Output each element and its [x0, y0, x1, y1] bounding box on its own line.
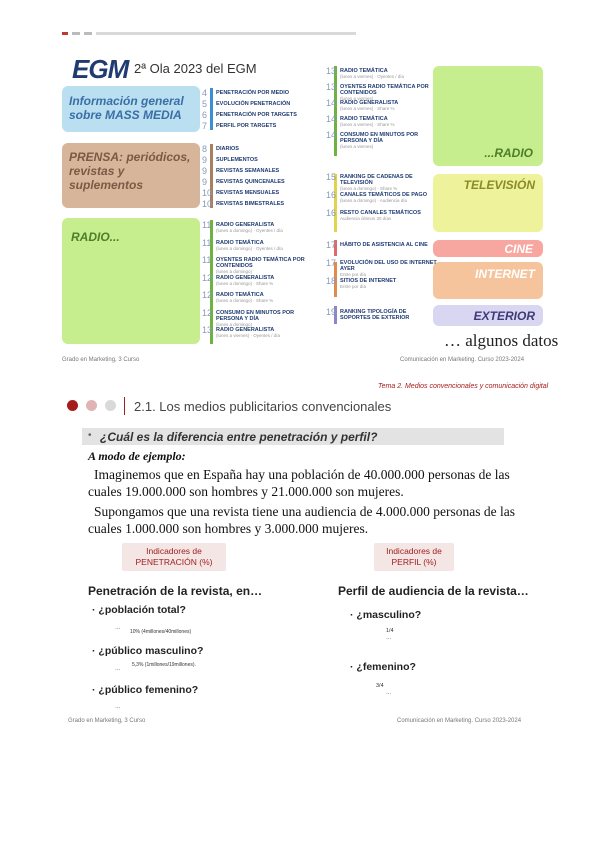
paragraph-1: Imaginemos que en España hay una población de 40.000.000 personas de las cuales 19.000.000 son hombres y 21.000.000 son mujeres.	[88, 467, 510, 499]
internet-item-label: SITIOS DE INTERNET	[340, 278, 397, 284]
television-item-label: RESTO CANALES TEMÁTICOS	[340, 210, 421, 216]
radio-left-label: RADIO...	[71, 230, 120, 244]
radio_right-item-sub: (lunes a viernes)	[340, 96, 374, 101]
cine-item-label: HÁBITO DE ASISTENCIA AL CINE	[340, 242, 428, 248]
mass-media-label: Información general sobre MASS MEDIA	[69, 94, 184, 122]
radio_left-item	[202, 237, 314, 252]
radio-left-box	[62, 218, 200, 344]
internet-item-sub: Entre por día	[340, 272, 367, 277]
egm-subtitle: 2ª Ola 2023 del EGM	[134, 61, 257, 76]
radio_right-item-label: RADIO TEMÁTICA	[340, 68, 388, 74]
mass_media-item-label: EVOLUCIÓN PENETRACIÓN	[216, 101, 291, 107]
radio_left-item-number: 12	[202, 307, 213, 318]
television-item-number: 16	[326, 208, 337, 218]
internet-item	[326, 276, 438, 290]
prensa-item	[202, 155, 314, 165]
television-item-sub: (lunes a domingo) · Share %	[340, 186, 398, 191]
radio_left-item-number: 11	[202, 237, 212, 248]
prensa-item-number: 10	[202, 199, 213, 209]
radio_left-item-label: RADIO GENERALISTA	[216, 274, 275, 281]
television-item	[326, 208, 438, 222]
radio_left-item-label: RADIO TEMÁTICA	[216, 239, 264, 246]
radio_left-item	[202, 325, 314, 339]
radio_left-item-number: 13	[202, 325, 213, 335]
radio_right-item	[326, 114, 438, 128]
television-item-label: CANALES TEMÁTICOS DE PAGO	[340, 192, 427, 198]
internet-item-number: 17	[326, 258, 337, 268]
answer-total: 10% (4millones/40millones)	[130, 629, 192, 635]
radio_left-item-sub: (lunes a domingo) · Share %	[216, 280, 274, 286]
internet-item	[326, 258, 438, 278]
cine-label: CINE	[504, 242, 533, 256]
prensa-item	[202, 177, 314, 187]
nav-dot-3	[105, 400, 116, 411]
television-item-number: 16	[326, 190, 337, 200]
internet-label: INTERNET	[475, 267, 535, 281]
radio_left-item-label: RADIO GENERALISTA	[216, 327, 275, 333]
mass_media-item-label: PERFIL POR TARGETS	[216, 123, 277, 129]
top-header-line	[62, 25, 362, 30]
q-femenino: · ¿femenino?	[350, 661, 416, 673]
radio_right-item-number: 13	[326, 82, 337, 92]
prensa-item	[202, 199, 314, 209]
radio_left-item	[202, 290, 314, 304]
radio_left-item-label: OYENTES RADIO TEMÁTICA POR CONTENIDOS	[216, 257, 305, 269]
prensa-item-number: 8	[202, 144, 208, 154]
television-item-sub: (lunes a domingo) · Audiencia día	[340, 198, 408, 203]
radio_left-item-sub: (lunes a domingo)	[216, 321, 253, 327]
radio_right-item-sub: (lunes a viernes) · Share %	[340, 122, 395, 127]
slide1-footer-right: Comunicación en Marketing. Curso 2023-2024	[400, 357, 525, 363]
prensa-item-label: REVISTAS MENSUALES	[216, 190, 280, 196]
radio_left-item-label: RADIO GENERALISTA	[216, 222, 275, 228]
radio_left-item	[202, 255, 314, 275]
radio_right-item-label: RADIO TEMÁTICA	[340, 116, 388, 122]
television-box	[433, 174, 543, 232]
mass_media-item-label: PENETRACIÓN POR MEDIO	[216, 90, 290, 96]
radio_right-item-label: CONSUMO EN MINUTOS POR PERSONA Y DÍA	[340, 132, 419, 144]
dots-2: …	[115, 666, 121, 672]
mass_media-item-number: 6	[202, 110, 208, 120]
q-publico-femenino: · ¿público femenino?	[92, 684, 199, 696]
prensa-label: PRENSA: periódicos, revistas y suplementos	[69, 150, 191, 192]
radio_left-item-sub: (lunes a domingo) · Oyentes / día	[216, 228, 283, 233]
mass_media-item	[202, 110, 314, 120]
radio-right-label: ...RADIO	[484, 146, 533, 160]
mass_media-item	[202, 99, 314, 109]
slide2-title: 2.1. Los medios publicitarios convencionales	[134, 399, 392, 414]
tv-bar	[334, 174, 337, 232]
nav-dot-1	[67, 400, 78, 411]
prensa-item-number: 9	[202, 177, 208, 187]
cine-item	[326, 240, 438, 250]
television-item-number: 15	[326, 172, 337, 182]
exterior-item	[326, 307, 438, 321]
prensa-box	[62, 143, 200, 208]
radio_left-item-label: CONSUMO EN MINUTOS POR PERSONA Y DÍA	[216, 309, 295, 322]
radio_left-item	[202, 307, 314, 328]
radio_left-item	[202, 272, 314, 287]
prensa-item-label: REVISTAS QUINCENALES	[216, 179, 285, 185]
radio_right-item-sub: (lunes a viernes)	[340, 144, 374, 149]
television-item	[326, 172, 438, 192]
answer-masculino: 5,3% (1millones/19millones).	[132, 662, 196, 668]
radio_right-item-number: 14	[326, 130, 337, 140]
prensa-item-label: DIARIOS	[216, 146, 239, 152]
radio_left-item-number: 12	[202, 290, 213, 300]
prensa-item-label: REVISTAS SEMANALES	[216, 168, 280, 174]
radio_left-item-sub: (lunes a domingo) · Oyentes / día	[216, 245, 283, 251]
q-poblacion-total: · ¿población total?	[92, 604, 186, 616]
prensa-item	[202, 166, 314, 176]
mass_media-item	[202, 121, 314, 131]
radio-right-bar	[334, 66, 337, 156]
exterior-item-number: 19	[326, 307, 337, 317]
bullet-icon: •	[88, 430, 92, 441]
radio_right-item-sub: (lunes a viernes) · Share %	[340, 106, 395, 111]
television-item	[326, 190, 438, 204]
television-item-label: RANKING DE CADENAS DE TELEVISIÓN	[340, 174, 413, 186]
radio_right-item-number: 13	[326, 66, 337, 76]
dots-5: …	[386, 690, 392, 696]
television-item-sub: Audiencia últimos 30 días	[340, 216, 392, 221]
mass_media-item	[202, 88, 314, 98]
q-masculino: · ¿masculino?	[350, 609, 422, 621]
prensa-item-label: REVISTAS BIMESTRALES	[216, 201, 285, 207]
radio_left-item-number: 12	[202, 272, 213, 283]
radio_left-item-sub: (lunes a domingo)	[216, 269, 253, 274]
question-text: ¿Cuál es la diferencia entre penetración y perfil?	[100, 430, 378, 444]
radio_right-item	[326, 98, 438, 112]
internet-item-sub: Entre por día	[340, 284, 367, 289]
radio_right-item-label: RADIO GENERALISTA	[340, 100, 399, 106]
algunos-datos: … algunos datos	[444, 331, 559, 350]
answer-perfil-masc: 1/4	[386, 628, 394, 634]
dots-4: …	[386, 635, 392, 641]
egm-logo: EGM	[72, 54, 129, 84]
exterior-label: EXTERIOR	[473, 309, 535, 323]
slide2-header: Tema 2. Medios convencionales y comunicación digital	[378, 383, 549, 390]
penetracion-heading: Penetración de la revista, en…	[88, 584, 263, 598]
radio_left-item-number: 11	[202, 255, 212, 265]
example-label: A modo de ejemplo:	[88, 449, 186, 463]
radio_right-item	[326, 66, 438, 80]
television-label: TELEVISIÓN	[463, 178, 535, 192]
slide2-footer-left: Grado en Marketing, 3 Curso	[68, 718, 146, 724]
exterior-box	[433, 305, 543, 326]
radio_left-item-number: 11	[202, 220, 212, 230]
radio_left-item-sub: (lunes a viernes) · Oyentes / día	[216, 333, 281, 338]
q-publico-masculino: · ¿público masculino?	[92, 645, 204, 657]
radio_left-item	[202, 220, 314, 234]
slide2-footer-right: Comunicación en Marketing. Curso 2023-2024	[397, 718, 522, 724]
answer-perfil-fem: 3/4	[376, 683, 384, 689]
exterior-item-label: RANKING TIPOLOGÍA DE SOPORTES DE EXTERIOR	[340, 309, 410, 321]
prensa-item-number: 10	[202, 188, 213, 198]
radio_right-item-number: 14	[326, 114, 337, 124]
prensa-item	[202, 188, 314, 198]
perfil-heading: Perfil de audiencia de la revista…	[338, 584, 529, 598]
cine-item-number: 17	[326, 240, 337, 250]
paragraph-2: Supongamos que una revista tiene una audiencia de 4.000.000 personas de las cuales 1.000.000 son hombres y 3.000.000 mujeres.	[88, 504, 516, 536]
indicadores-perfil: Indicadores de PERFIL (%)	[374, 543, 454, 571]
nav-dot-2	[86, 400, 97, 411]
radio_left-item-sub: (lunes a domingo) · Share %	[216, 298, 274, 303]
radio-right-box	[433, 66, 543, 166]
mass_media-item-label: PENETRACIÓN POR TARGETS	[216, 112, 297, 118]
radio_right-item	[326, 130, 438, 150]
radio_right-item-sub: (lunes a viernes) · Oyentes / día	[340, 74, 405, 79]
mass_media-item-number: 4	[202, 88, 208, 98]
internet-box	[433, 262, 543, 299]
prensa-item-number: 9	[202, 155, 208, 165]
radio_right-item-label: OYENTES RADIO TEMÁTICA POR CONTENIDOS	[340, 84, 429, 96]
indicadores-penetracion: Indicadores de PENETRACIÓN (%)	[122, 543, 226, 571]
prensa-item-label: SUPLEMENTOS	[216, 157, 258, 163]
slide1-footer-left: Grado en Marketing, 3 Curso	[62, 357, 140, 363]
radio_right-item-number: 14	[326, 98, 337, 108]
mass-media-box	[62, 86, 200, 132]
mass-media-bar	[210, 88, 213, 130]
internet-item-number: 18	[326, 276, 337, 286]
prensa-item-number: 9	[202, 166, 208, 176]
prensa-item	[202, 144, 314, 154]
internet-item-label: EVOLUCIÓN DEL USO DE INTERNET AYER	[340, 260, 437, 272]
radio_left-item-label: RADIO TEMÁTICA	[216, 292, 264, 298]
dots-3: …	[115, 704, 121, 710]
title-divider	[124, 397, 125, 415]
mass_media-item-number: 7	[202, 121, 208, 131]
mass_media-item-number: 5	[202, 99, 208, 109]
cine-box	[433, 240, 543, 257]
dots-1: …	[115, 625, 121, 631]
